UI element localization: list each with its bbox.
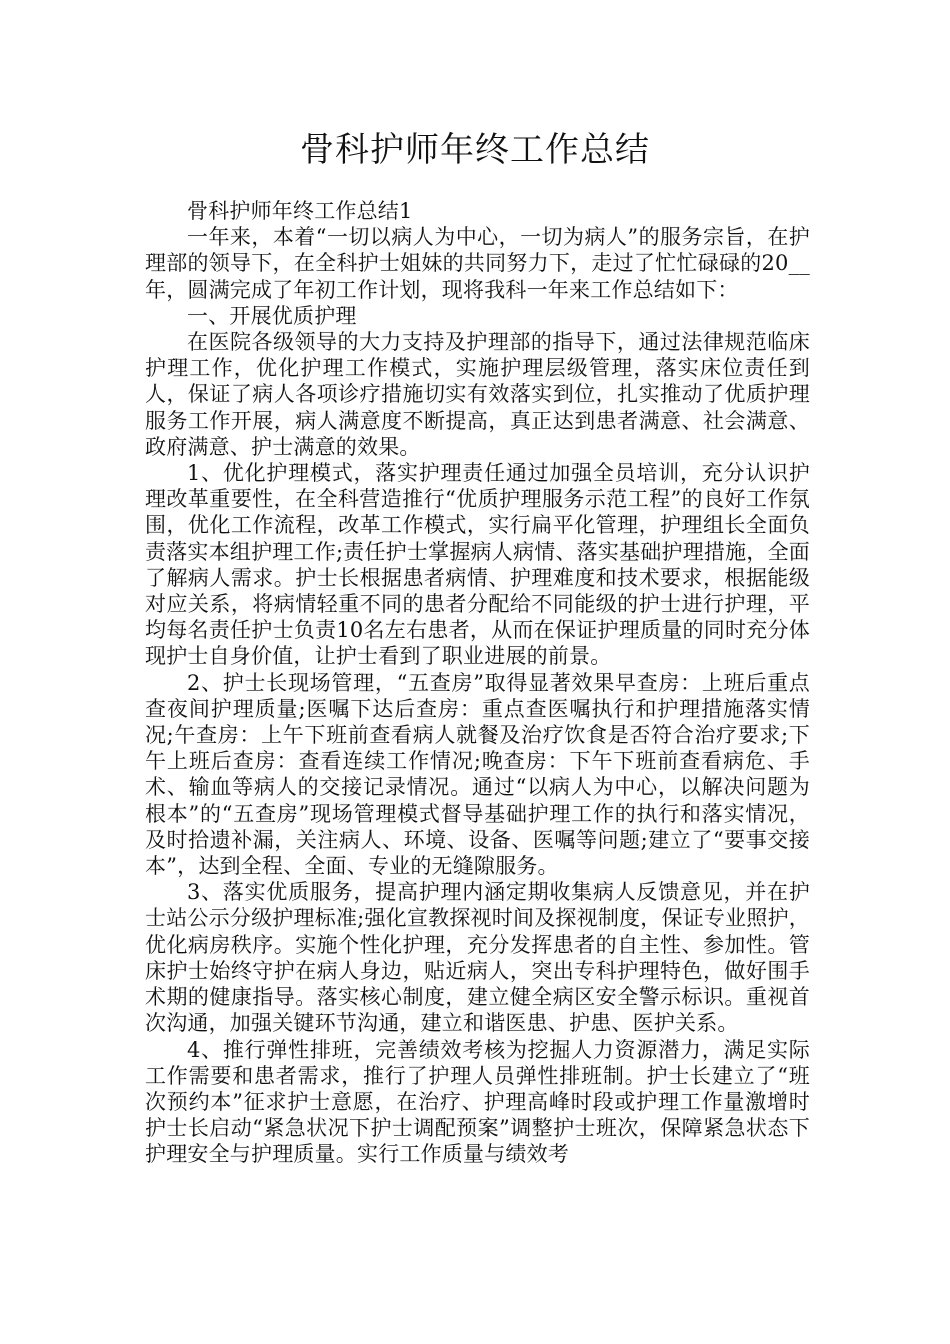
section-heading: 骨科护师年终工作总结1 [187,199,413,223]
body-paragraph: 3、落实优质服务，提高护理内涵定期收集病人反馈意见，并在护士站公示分级护理标准;强化宣教探视时间及探视制度，保证专业照护，优化病房秩序。实施个性化护理，充分发挥患者的自主性、参加性。管床护士始终守护在病人身边，贴近病人，突出专科护理特色，做好围手术期的健康指导。落实核心制度，建立健全病区安全警示标识。重视首次沟通，加强关键环节沟通，建立和谐医患、护患、医护关系。 [145,880,810,1036]
intro-paragraph: 一年来，本着“一切以病人为中心，一切为病人”的服务宗旨，在护理部的领导下，在全科护士姐妹的共同努力下，走过了忙忙碌碌的20__年，圆满完成了年初工作计划，现将我科一年来工作总结如下： [145,225,810,302]
section-heading-quality-care: 一、开展优质护理 [187,303,357,328]
document-body [145,198,810,1168]
body-paragraph: 4、推行弹性排班，完善绩效考核为挖掘人力资源潜力，满足实际工作需要和患者需求，推行了护理人员弹性排班制。护士长建立了“班次预约本”征求护士意愿，在治疗、护理高峰时段或护理工作量激增时护士长启动“紧急状况下护士调配预案”调整护士班次，保障紧急状态下护理安全与护理质量。实行工作质量与绩效考 [145,1037,810,1167]
document-title: 骨科护师年终工作总结 [300,130,650,170]
body-paragraph: 1、优化护理模式，落实护理责任通过加强全员培训，充分认识护理改革重要性，在全科营造推行“优质护理服务示范工程”的良好工作氛围，优化工作流程，改革工作模式，实行扁平化管理，护理组长全面负责落实本组护理工作;责任护士掌握病人病情、落实基础护理措施，全面了解病人需求。护士长根据患者病情、护理难度和技术要求，根据能级对应关系，将病情轻重不同的患者分配给不同能级的护士进行护理，平均每名责任护士负责10名左右患者，从而在保证护理质量的同时充分体现护士自身价值，让护士看到了职业进展的前景。 [145,461,810,669]
body-paragraph: 2、护士长现场管理，“五查房”取得显著效果早查房：上班后重点查夜间护理质量;医嘱下达后查房：重点查医嘱执行和护理措施落实情况;午查房：上午下班前查看病人就餐及治疗饮食是否符合治疗要求;下午上班后查房：查看连续工作情况;晚查房：下午下班前查看病危、手术、输血等病人的交接记录情况。通过“以病人为中心，以解决问题为根本”的“五查房”现场管理模式督导基础护理工作的执行和落实情况，及时拾遗补漏，关注病人、环境、设备、医嘱等问题;建立了“要事交接本”，达到全程、全面、专业的无缝隙服务。 [145,670,810,879]
body-paragraph: 在医院各级领导的大力支持及护理部的指导下，通过法律规范临床护理工作，优化护理工作模式，实施护理层级管理，落实床位责任到人，保证了病人各项诊疗措施切实有效落实到位，扎实推动了优质护理服务工作开展，病人满意度不断提高，真正达到患者满意、社会满意、政府满意、护士满意的效果。 [145,330,810,459]
